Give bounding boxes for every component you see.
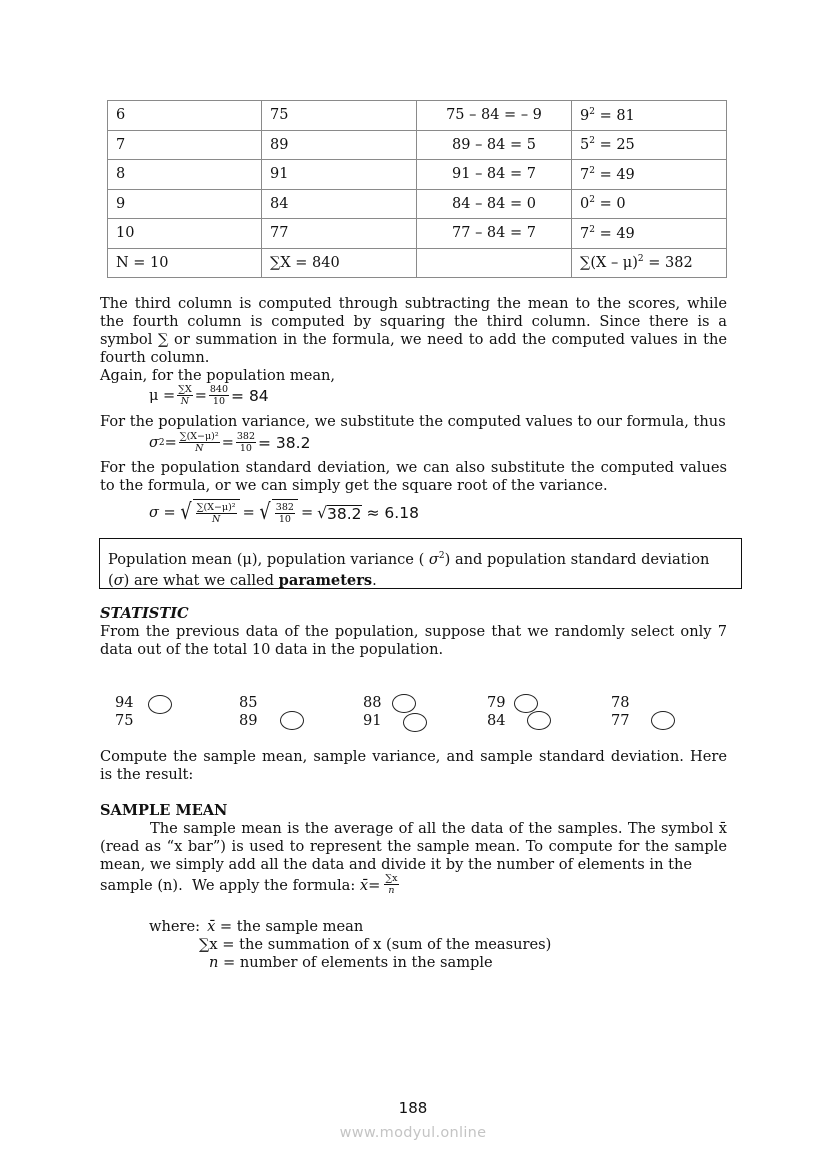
legend-row: where: x̄ = the sample mean xyxy=(149,918,364,935)
cell-squared: $7^2 = 49$ xyxy=(572,219,727,249)
cell-score: 77 xyxy=(262,219,417,249)
cell-index: 8 xyxy=(108,160,262,190)
cell-deviation: 75 – 84 = – 9 xyxy=(417,101,572,131)
fraction: $\frac{\sum x}{n}$ xyxy=(385,873,398,896)
cell-score: 84 xyxy=(262,189,417,219)
sample-column: 78 77 xyxy=(611,694,630,729)
page-number: 188 xyxy=(398,1099,428,1117)
mu-symbol: μ = xyxy=(149,388,176,404)
again-text: Again, for the population mean, xyxy=(100,367,336,384)
cell-blank xyxy=(417,248,572,278)
fraction: $\frac{\sum X}{N}$ xyxy=(178,384,192,407)
sqrt-sign: √ $\frac{382}{10}$ xyxy=(258,499,298,527)
legend-row: n = number of elements in the sample xyxy=(209,954,493,971)
cell-n-total: N = 10 xyxy=(108,248,262,278)
fraction: $\frac{840}{10}$ xyxy=(209,384,229,407)
cell-deviation: 77 – 84 = 7 xyxy=(417,219,572,249)
compute-instruction: Compute the sample mean, sample variance, and sample standard deviation. Here is the result: xyxy=(100,748,727,783)
table-row xyxy=(108,130,727,160)
sample-mean-heading: SAMPLE MEAN xyxy=(100,802,228,819)
cell-score: 91 xyxy=(262,160,417,190)
population-mean-formula: μ = $\frac{\sum X}{N}$ = $\frac{840}{10}$ = 84 xyxy=(149,384,269,407)
cell-index: 7 xyxy=(108,130,262,160)
selection-circle xyxy=(148,695,172,714)
selection-circle xyxy=(527,711,551,730)
fraction: $\frac{\text{∑(X−μ)²}}{N}$ xyxy=(179,431,219,454)
table-row xyxy=(108,101,727,131)
cell-sum-squares: ∑(X – μ)$^2$ = 382 xyxy=(572,248,727,278)
sample-mean-paragraph: The sample mean is the average of all the data of the samples. The symbol x̄ (read as “x bar”) is used to represent the sample mean. To compute for the sample mean, we simply add all the data and divide it by the number of elements in the xyxy=(100,820,727,873)
sample-column: 94 75 xyxy=(115,694,134,729)
sample-mean-formula-line: sample (n). We apply the formula: x̄ = $\frac{\sum x}{n}$ xyxy=(100,873,398,896)
watermark-url: www.modyul.online xyxy=(339,1125,487,1141)
fraction: $\frac{382}{10}$ xyxy=(236,431,255,454)
selection-circle xyxy=(514,694,538,713)
cell-index: 10 xyxy=(108,219,262,249)
population-sd-formula: σ = √ $\frac{\text{∑(X−μ)²}}{N}$ = √ $\frac{382}{10}$ = √ 38.2 ≈ 6.18 xyxy=(149,500,419,525)
cell-deviation: 84 – 84 = 0 xyxy=(417,189,572,219)
selection-circle xyxy=(280,711,304,730)
statistic-heading: STATISTIC xyxy=(100,605,189,622)
cell-score: 75 xyxy=(262,101,417,131)
formula-legend xyxy=(149,918,551,972)
parameters-term: parameters xyxy=(278,571,373,589)
mean-result: = 84 xyxy=(231,387,269,405)
deviation-table xyxy=(107,100,727,278)
table-totals-row xyxy=(108,248,727,278)
cell-squared: $7^2 = 49$ xyxy=(572,160,727,190)
variance-intro: For the population variance, we substitute the computed values to our formula, thus xyxy=(100,413,726,430)
cell-score: 89 xyxy=(262,130,417,160)
cell-index: 6 xyxy=(108,101,262,131)
statistic-paragraph: From the previous data of the population, suppose that we randomly select only 7 data out of the total 10 data in the population. xyxy=(100,623,727,658)
cell-sum-x: ∑X = 840 xyxy=(262,248,417,278)
selection-circle xyxy=(651,711,675,730)
sd-result: ≈ 6.18 xyxy=(366,504,419,522)
explanation-paragraph: The third column is computed through subtracting the mean to the scores, while the fourth column is computed by squaring the third column. Since there is a symbol ∑ or summation in the formula, we need to add the computed values in the fourth column. xyxy=(100,295,727,366)
population-variance-formula: σ 2 = $\frac{\text{∑(X−μ)²}}{N}$ = $\frac{382}{10}$ = 38.2 xyxy=(149,431,311,454)
sample-column: 88 91 xyxy=(363,694,382,729)
sqrt-sign: √ $\frac{\text{∑(X−μ)²}}{N}$ xyxy=(179,499,240,527)
legend-row: ∑x = the summation of x (sum of the measures) xyxy=(199,936,552,953)
parameters-callout-box: Population mean (μ), population variance ( $\sigma^2$) and population standard deviation (σ) are what we called parameters. xyxy=(99,538,742,589)
table-row xyxy=(108,189,727,219)
selection-circle xyxy=(392,694,416,713)
cell-deviation: 91 – 84 = 7 xyxy=(417,160,572,190)
cell-deviation: 89 – 84 = 5 xyxy=(417,130,572,160)
sample-column: 85 89 xyxy=(239,694,258,729)
table-row xyxy=(108,219,727,249)
cell-squared: $0^2 = 0$ xyxy=(572,189,727,219)
table-row xyxy=(108,160,727,190)
selection-circle xyxy=(403,713,427,732)
cell-squared: $9^2 = 81$ xyxy=(572,101,727,131)
sd-intro: For the population standard deviation, we can also substitute the computed values to the formula, or we can simply get the square root of the variance. xyxy=(100,459,727,494)
sample-column: 79 84 xyxy=(487,694,506,729)
variance-result: = 38.2 xyxy=(258,434,311,452)
cell-index: 9 xyxy=(108,189,262,219)
cell-squared: $5^2 = 25$ xyxy=(572,130,727,160)
